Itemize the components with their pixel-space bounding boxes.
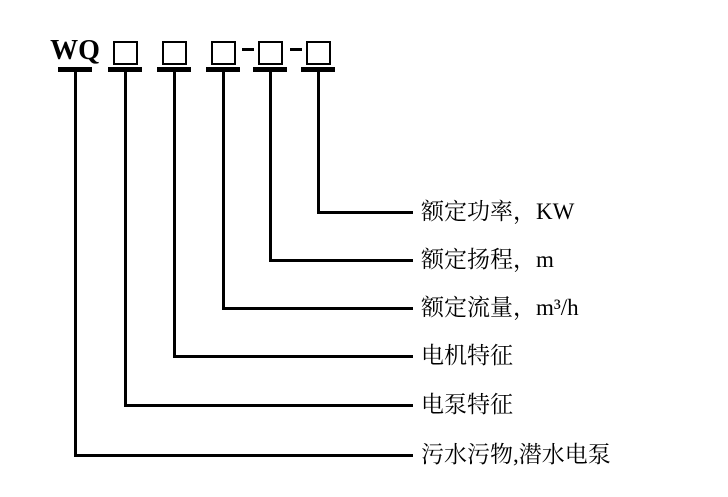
- leader-hline-rated-flow: [222, 307, 413, 310]
- legend-label-sewage-pump: 污水污物,潜水电泵: [421, 442, 611, 467]
- leader-hline-rated-head: [269, 259, 413, 262]
- legend-label-rated-power: 额定功率，KW: [421, 199, 575, 224]
- leader-vline-box5: [317, 72, 320, 214]
- legend-label-rated-head: 额定扬程，m: [421, 247, 554, 272]
- leader-vline-box4: [269, 72, 272, 262]
- legend-label-pump-feature: 电泵特征: [421, 392, 513, 417]
- code-box-rated-flow: [211, 41, 236, 65]
- leader-hline-motor-feature: [173, 355, 413, 358]
- code-box-pump-feature: [113, 41, 138, 65]
- leader-hline-pump-feature: [124, 404, 413, 407]
- code-box-rated-head: [258, 41, 283, 65]
- leader-vline-box1: [124, 72, 127, 407]
- legend-label-rated-flow: 额定流量，m³/h: [421, 295, 579, 320]
- dash-separator: [242, 48, 254, 51]
- code-box-rated-power: [306, 41, 331, 65]
- leader-hline-rated-power: [317, 211, 413, 214]
- code-box-motor-feature: [162, 41, 187, 65]
- leader-vline-box2: [173, 72, 176, 358]
- dash-separator: [290, 48, 302, 51]
- legend-label-motor-feature: 电机特征: [421, 343, 513, 368]
- model-prefix: WQ: [50, 35, 100, 66]
- leader-vline-prefix: [74, 72, 77, 457]
- leader-vline-box3: [222, 72, 225, 310]
- leader-hline-sewage-pump: [74, 454, 413, 457]
